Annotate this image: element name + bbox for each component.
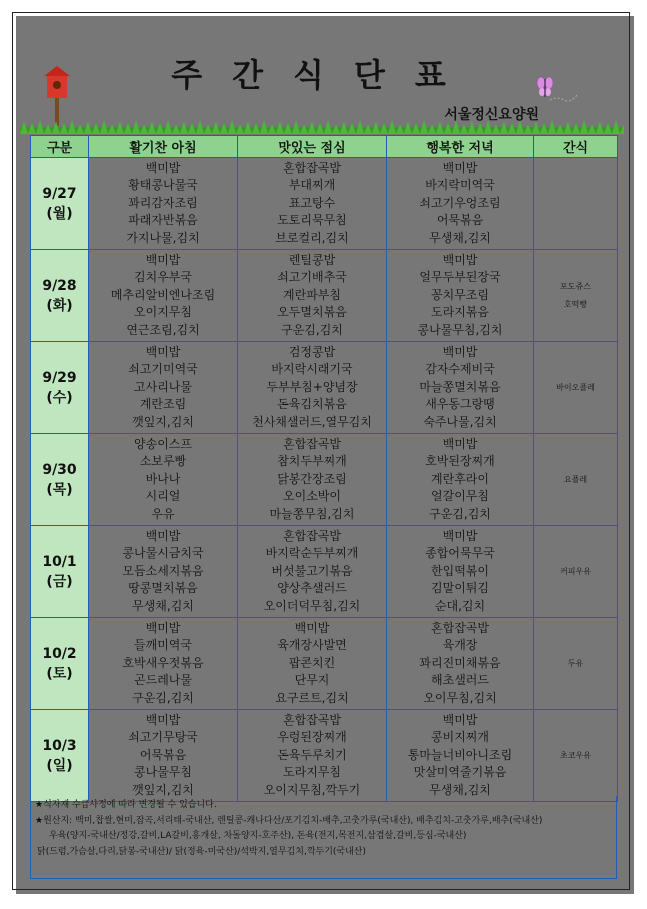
menu-item: 무생채,김치 <box>132 598 194 613</box>
note-line: ★식자재 수급사정에 따라 변경될 수 있습니다. <box>35 800 217 810</box>
menu-item: 브로컬리,김치 <box>275 230 349 245</box>
menu-item: 황태콩나물국 <box>128 178 198 193</box>
snack-item: 두유 <box>567 658 584 668</box>
butterfly-icon <box>536 74 580 104</box>
menu-item: 무생채,김치 <box>429 782 491 797</box>
menu-item: 육개장 <box>442 638 478 653</box>
lunch-cell <box>238 434 387 526</box>
menu-item: 콩비지찌개 <box>431 730 489 745</box>
menu-item: 백미밥 <box>442 436 478 451</box>
snack-cell <box>534 618 618 710</box>
page-title: 주간식단표 <box>171 56 476 94</box>
header-cell: 맛있는 점심 <box>238 136 387 158</box>
menu-item: 해초샐러드 <box>431 673 489 688</box>
note-line: 우육(양지-국내산/정강,갈비,LA갈비,홍개살, 차돌양지-호주산), 돈육(전지,목전지,삼겹살,갈비,등심-국내산) <box>49 831 467 841</box>
snack-cell <box>534 434 618 526</box>
menu-item: 닭봉간장조림 <box>277 471 347 486</box>
snack-item: 호떡빵 <box>563 299 588 309</box>
weekly-menu-table <box>30 135 618 802</box>
day-cell <box>31 250 89 342</box>
day-of-week: (월) <box>46 205 73 222</box>
menu-item: 바나나 <box>145 471 181 486</box>
menu-item: 버섯불고기볶음 <box>271 563 353 578</box>
menu-item: 혼합잡곡밥 <box>283 712 341 727</box>
lunch-cell <box>238 158 387 250</box>
menu-item: 천사채샐러드,열무김치 <box>252 414 372 429</box>
menu-item: 백미밥 <box>145 620 181 635</box>
header-cell: 활기찬 아침 <box>89 136 238 158</box>
lunch-cell <box>238 342 387 434</box>
menu-item: 바지락미역국 <box>425 178 495 193</box>
menu-item: 쇠고기무탕국 <box>128 730 198 745</box>
day-cell <box>31 434 89 526</box>
menu-item: 쇠고기미역국 <box>128 362 198 377</box>
day-of-week: (일) <box>46 757 73 774</box>
menu-item: 마늘쫑멸치볶음 <box>419 379 501 394</box>
menu-item: 양상추샐러드 <box>277 581 347 596</box>
day-date: 9/30 <box>42 461 77 478</box>
day-date: 9/29 <box>42 369 77 386</box>
dinner-cell <box>387 342 534 434</box>
menu-item: 단무지 <box>294 673 330 688</box>
dinner-cell <box>387 158 534 250</box>
day-of-week: (토) <box>46 665 73 682</box>
menu-item: 구운김,김치 <box>281 322 343 337</box>
menu-item: 검정콩밥 <box>288 344 336 359</box>
lunch-cell <box>238 250 387 342</box>
day-cell <box>31 342 89 434</box>
snack-cell <box>534 710 618 802</box>
day-of-week: (수) <box>46 389 73 406</box>
day-date: 10/3 <box>42 737 77 754</box>
snack-item: 요플레 <box>563 474 588 484</box>
menu-item: 김말이튀김 <box>431 581 489 596</box>
menu-item: 어묵볶음 <box>436 213 484 228</box>
snack-cell <box>534 158 618 250</box>
menu-item: 백미밥 <box>442 712 478 727</box>
menu-item: 도토리묵무침 <box>277 213 347 228</box>
menu-item: 호박새우젓볶음 <box>122 655 204 670</box>
day-date: 10/2 <box>42 645 77 662</box>
header-cell: 행복한 저녁 <box>387 136 534 158</box>
breakfast-cell <box>89 342 238 434</box>
menu-item: 고사리나물 <box>134 379 192 394</box>
menu-item: 연근조림,김치 <box>126 322 200 337</box>
menu-item: 오이무침,김치 <box>423 690 497 705</box>
menu-item: 혼합잡곡밥 <box>283 436 341 451</box>
menu-item: 백미밥 <box>442 160 478 175</box>
day-row <box>31 250 618 342</box>
day-cell <box>31 526 89 618</box>
menu-item: 양송이스프 <box>134 436 192 451</box>
day-cell <box>31 158 89 250</box>
menu-item: 파래자반볶음 <box>128 213 198 228</box>
dinner-cell <box>387 526 534 618</box>
menu-item: 얼무두부된장국 <box>419 270 501 285</box>
snack-item: 커피우유 <box>560 566 591 576</box>
menu-item: 오이소박이 <box>283 489 341 504</box>
day-row <box>31 526 618 618</box>
menu-item: 백미밥 <box>294 620 330 635</box>
menu-item: 백미밥 <box>145 252 181 267</box>
menu-item: 메추리알비엔나조림 <box>110 287 216 302</box>
menu-item: 맛살미역줄기볶음 <box>413 765 507 780</box>
day-of-week: (화) <box>46 297 73 314</box>
menu-item: 모듬소세지볶음 <box>122 563 204 578</box>
menu-item: 콩나물무침 <box>134 765 192 780</box>
day-cell <box>31 710 89 802</box>
menu-item: 소보루빵 <box>139 454 187 469</box>
menu-item: 시리얼 <box>145 489 181 504</box>
note-line: ★원산지: 백미,찹쌀,현미,잡곡,서리태-국내산, 렌틸콩-캐나다산/포기김치-배추,고춧가루(국내산), 배추김치-고춧가루,배추(국내산) <box>35 815 543 826</box>
menu-item: 요구르트,김치 <box>275 690 349 705</box>
menu-item: 감자수제비국 <box>425 362 495 377</box>
dinner-cell <box>387 710 534 802</box>
menu-item: 백미밥 <box>145 712 181 727</box>
menu-item: 구운김,김치 <box>429 506 491 521</box>
menu-item: 백미밥 <box>145 344 181 359</box>
menu-item: 깻잎지,김치 <box>132 414 194 429</box>
menu-item: 콩나물시금치국 <box>122 546 204 561</box>
day-row <box>31 342 618 434</box>
menu-item: 오이더덕무침,김치 <box>263 598 361 613</box>
menu-item: 무생채,김치 <box>429 230 491 245</box>
menu-item: 구운김,김치 <box>132 690 194 705</box>
menu-item: 계란후라이 <box>431 471 489 486</box>
menu-item: 계란조림 <box>139 397 187 412</box>
menu-item: 깻잎지,김치 <box>132 782 194 797</box>
menu-item: 참치두부찌개 <box>277 454 347 469</box>
note-line: 닭(드럼,가슴살,다리,닭봉-국내산)/ 닭(정육-미국산)/석박지,열무김치,깍두기(국내산) <box>37 846 367 857</box>
menu-item: 마늘쫑무침,김치 <box>269 506 355 521</box>
dinner-cell <box>387 618 534 710</box>
snack-item: 포도쥬스 <box>560 281 591 291</box>
menu-item: 새우동그랑땡 <box>425 397 495 412</box>
menu-item: 부대찌개 <box>288 178 336 193</box>
menu-item: 바지락순두부찌개 <box>265 546 359 561</box>
menu-item: 오이지무침,깍두기 <box>263 782 361 797</box>
day-date: 10/1 <box>42 553 77 570</box>
menu-item: 쇠고기우엉조림 <box>419 195 501 210</box>
header-cell: 구분 <box>31 136 89 158</box>
snack-item: 바이오플레 <box>556 382 595 392</box>
day-row <box>31 434 618 526</box>
lunch-cell <box>238 618 387 710</box>
header-row <box>31 136 618 158</box>
snack-cell <box>534 250 618 342</box>
breakfast-cell <box>89 526 238 618</box>
breakfast-cell <box>89 250 238 342</box>
menu-item: 곤드레나물 <box>134 673 192 688</box>
day-cell <box>31 618 89 710</box>
menu-item: 두부부침+양념장 <box>266 379 358 394</box>
snack-item: 초코우유 <box>560 750 591 760</box>
menu-item: 백미밥 <box>145 160 181 175</box>
notes-box <box>30 796 617 879</box>
menu-item: 우렁된장찌개 <box>277 730 347 745</box>
dinner-cell <box>387 250 534 342</box>
menu-item: 한입떡볶이 <box>431 563 489 578</box>
organization-name: 서울정신요양원 <box>444 107 539 123</box>
menu-item: 혼합잡곡밥 <box>283 160 341 175</box>
menu-item: 백미밥 <box>145 528 181 543</box>
menu-item: 육개장사발면 <box>277 638 347 653</box>
menu-item: 숙주나물,김치 <box>423 414 497 429</box>
day-row <box>31 158 618 250</box>
menu-item: 꽁치무조림 <box>431 287 489 302</box>
lunch-cell <box>238 710 387 802</box>
menu-item: 김치우부국 <box>134 270 192 285</box>
menu-item: 얼갈이무침 <box>431 489 489 504</box>
menu-item: 팝콘치킨 <box>288 655 336 670</box>
day-row <box>31 618 618 710</box>
menu-item: 계란파부침 <box>283 287 341 302</box>
menu-item: 순대,김치 <box>434 598 486 613</box>
menu-item: 돈육두루치기 <box>277 747 347 762</box>
menu-item: 땅콩멸치볶음 <box>128 581 198 596</box>
menu-item: 호박된장찌개 <box>425 454 495 469</box>
menu-item: 오이지무침 <box>134 305 192 320</box>
breakfast-cell <box>89 710 238 802</box>
menu-item: 오두멸치볶음 <box>277 305 347 320</box>
snack-cell <box>534 342 618 434</box>
menu-item: 백미밥 <box>442 528 478 543</box>
menu-item: 백미밥 <box>442 252 478 267</box>
day-of-week: (금) <box>46 573 73 590</box>
menu-item: 혼합잡곡밥 <box>431 620 489 635</box>
menu-item: 통마늘너비아니조림 <box>407 747 513 762</box>
menu-item: 백미밥 <box>442 344 478 359</box>
menu-item: 혼합잡곡밥 <box>283 528 341 543</box>
dinner-cell <box>387 434 534 526</box>
menu-item: 꽈리감자조림 <box>128 195 198 210</box>
day-date: 9/28 <box>42 277 77 294</box>
menu-item: 돈육김치볶음 <box>277 397 347 412</box>
breakfast-cell <box>89 434 238 526</box>
day-date: 9/27 <box>42 185 77 202</box>
menu-item: 들깨미역국 <box>134 638 192 653</box>
menu-item: 꽈리진미채볶음 <box>419 655 501 670</box>
breakfast-cell <box>89 618 238 710</box>
breakfast-cell <box>89 158 238 250</box>
menu-item: 우유 <box>151 506 175 521</box>
day-row <box>31 710 618 802</box>
menu-item: 도라지볶음 <box>431 305 489 320</box>
grass-decoration <box>20 118 624 134</box>
menu-item: 렌틸콩밥 <box>288 252 336 267</box>
menu-item: 종합어묵무국 <box>425 546 495 561</box>
snack-cell <box>534 526 618 618</box>
menu-item: 어묵볶음 <box>139 747 187 762</box>
header-cell: 간식 <box>534 136 618 158</box>
day-of-week: (목) <box>46 481 73 498</box>
lunch-cell <box>238 526 387 618</box>
menu-item: 도라지무침 <box>283 765 341 780</box>
menu-item: 콩나물무침,김치 <box>417 322 503 337</box>
menu-item: 표고탕수 <box>288 195 336 210</box>
menu-item: 가지나물,김치 <box>126 230 200 245</box>
menu-item: 바지락시래기국 <box>271 362 353 377</box>
menu-item: 쇠고기배추국 <box>277 270 347 285</box>
